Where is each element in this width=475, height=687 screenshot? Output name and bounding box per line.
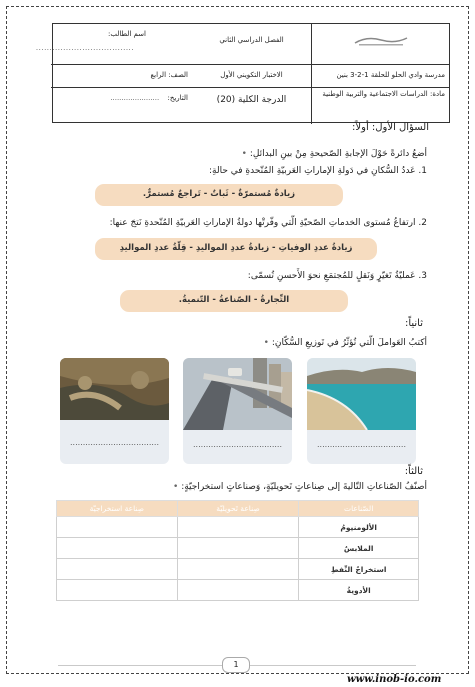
subject-text: مادة: الدراسات الاجتماعية والتربية الوطنية (322, 90, 445, 98)
table-header-row (57, 501, 419, 517)
coast-photo-icon (307, 358, 416, 430)
section1-instruction (242, 149, 427, 159)
subject-cell (312, 88, 449, 124)
section3-instruction (173, 482, 427, 492)
test-cell (192, 65, 312, 88)
date-label: التاريخ: (167, 94, 188, 102)
term-text: الفصل الدراسي الثاني (219, 36, 284, 44)
student-name-field[interactable]: .................................... (35, 44, 134, 52)
industry-name: الأدويةُ (299, 580, 419, 601)
section2-instruction (264, 338, 427, 348)
answer-options-3[interactable]: التِّجارةُ - الصّناعةُ - التّنميةُ. (120, 290, 348, 312)
answer-options-1[interactable]: زيادةٌ مُستمرّةٌ - ثَباتٌ - تَراجعٌ مُستمرٌّ. (95, 184, 343, 206)
ministry-logo-icon (351, 34, 411, 48)
bullet-icon: • (263, 338, 269, 348)
manufacturing-answer-cell[interactable] (177, 580, 299, 601)
page-number: 1 (222, 657, 250, 673)
term-cell (192, 24, 312, 65)
answer-options-2[interactable]: زيادةُ عددِ الوفياتِ - زيادةُ عددِ المواليدِ - قِلّةُ عددِ المواليدِ (95, 238, 377, 260)
extractive-answer-cell[interactable] (57, 517, 178, 538)
highway-photo-icon (183, 358, 292, 430)
extractive-answer-cell[interactable] (57, 580, 178, 601)
school-cell (312, 65, 449, 88)
question-1: 1. عَددُ السُّكانِ في دَولةِ الإماراتِ العَربيّةِ المُتّحدةِ في حالةِ: (209, 166, 427, 176)
section2-title: ثانياً: (404, 318, 423, 329)
photo-card-coast (307, 358, 416, 464)
grade-text: الصف: الرابع (150, 71, 188, 79)
column-header-industries: الصّناعات (299, 501, 419, 517)
bullet-icon: • (241, 149, 247, 159)
student-name-cell (35, 24, 192, 65)
section1-instruction-text: أضعُ دائرةً حَوْلَ الإجابةِ الصّحيحةِ مِنْ بينِ البدائلِ: (249, 149, 427, 159)
manufacturing-answer-cell[interactable] (177, 538, 299, 559)
manufacturing-answer-cell[interactable] (177, 517, 299, 538)
table-row (57, 559, 419, 580)
header-table (35, 23, 450, 123)
landslide-photo-icon (60, 358, 169, 420)
school-logo-cell (312, 24, 449, 65)
photo-card-landslide (60, 358, 169, 464)
grade-cell (51, 65, 192, 88)
industry-name: الملابسُ (299, 538, 419, 559)
table-row (57, 538, 419, 559)
column-header-extractive: صِناعة استخراجيّة (57, 501, 178, 517)
industry-name: استخراجُ النِّفطِ (299, 559, 419, 580)
question-3: 3. عَمليّةُ تَغيّرٍ وَنَقلٍ للمُجتمَعِ نحوَ الأَحسنِ تُسمّى: (247, 271, 427, 281)
question-2: 2. ارتفاعُ مُستوى الخدماتِ الصّحيّةِ الّتي وفّرتْها دولةُ الإماراتِ العَربيّةِ المُتّحدةِ نَتجَ عنها: (109, 218, 427, 228)
table-row (57, 580, 419, 601)
extractive-answer-cell[interactable] (57, 538, 178, 559)
date-cell (51, 88, 192, 124)
photo-card-highway (183, 358, 292, 464)
photo-caption-field[interactable]: ................................... (316, 440, 406, 449)
test-text: الاختبار التكويني الأول (220, 71, 283, 79)
total-score-text: الدرجة الكلية (20) (216, 95, 287, 105)
date-field[interactable]: ...................... (110, 94, 160, 102)
section3-title: ثالثاً: (404, 466, 423, 477)
section2-instruction-text: أكتبُ العَواملَ الّتي تُؤثّرُ في تَوزيعِ السُّكّانِ: (271, 338, 427, 348)
industries-table (56, 500, 419, 601)
score-cell (192, 88, 312, 124)
section1-title: السؤال الأول: أولاً: (352, 122, 429, 133)
website-watermark[interactable]: www.inob-io.com (347, 674, 442, 685)
industry-name: الألومنيومُ (299, 517, 419, 538)
bullet-icon: • (173, 482, 179, 492)
table-row (57, 517, 419, 538)
column-header-manufacturing: صِناعة تَحويليّة (177, 501, 299, 517)
section3-instruction-text: أصنّفُ الصّناعاتِ التّاليةَ إلى صِناعاتٍ تَحويليّةٍ، وَصناعاتٍ استخراجيّةٍ: (181, 482, 427, 492)
extractive-answer-cell[interactable] (57, 559, 178, 580)
photo-caption-field[interactable]: ................................... (192, 440, 282, 449)
photo-caption-field[interactable]: ................................... (69, 438, 159, 447)
student-name-label: اسم الطالب: (107, 30, 146, 38)
school-text: مدرسة وادي الحلو للحلقة 1-2-3 بنين (336, 71, 445, 79)
manufacturing-answer-cell[interactable] (177, 559, 299, 580)
